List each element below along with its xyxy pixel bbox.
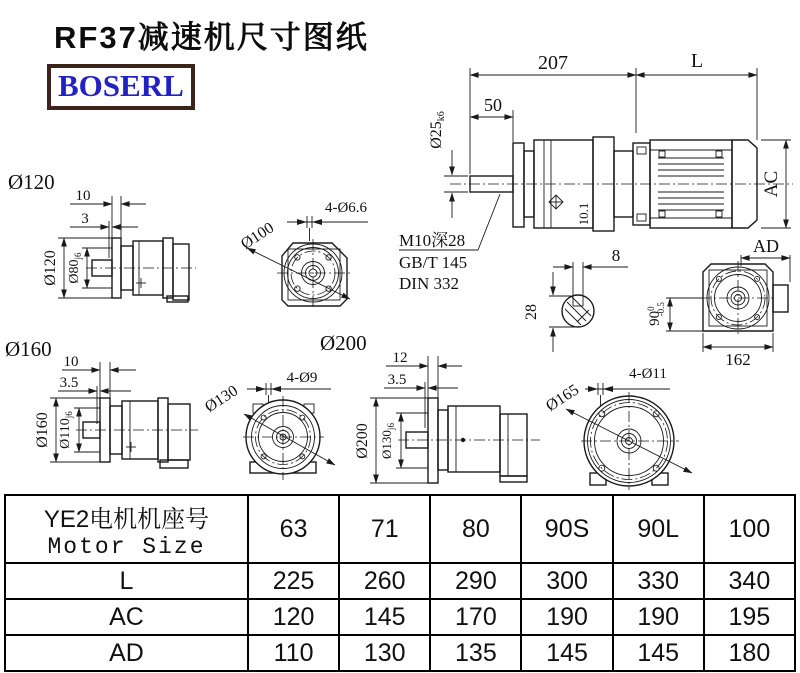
- dim-dia-200: Ø200: [354, 423, 371, 459]
- dim-dia-130: Ø130: [202, 382, 242, 417]
- section-label-160: Ø160: [5, 337, 52, 361]
- header-motor-size-cn: YE2电机机座号: [43, 505, 210, 533]
- dim-dia-100: Ø100: [238, 219, 278, 254]
- table-row-AD: [5, 635, 795, 671]
- cell-AC-100: 195: [704, 599, 795, 635]
- dim-28: 28: [523, 304, 540, 320]
- cell-L-80: 290: [430, 563, 521, 599]
- note-gbt: GB/T 145: [399, 253, 468, 272]
- cell-AD-90l: 145: [613, 635, 704, 671]
- table-row-L: [5, 563, 795, 599]
- dim-10: 10: [63, 354, 79, 370]
- dim-90: $90^0-0.5$: [646, 302, 666, 326]
- dim-L: L: [690, 50, 704, 72]
- dim-holes-11: 4-Ø11: [629, 366, 667, 382]
- dim-dia-120: Ø120: [42, 250, 59, 286]
- size-col-90s: 90S: [521, 495, 612, 563]
- dim-50: 50: [484, 95, 502, 115]
- cell-AD-71: 130: [339, 635, 430, 671]
- dim-3-5: 3.5: [59, 375, 79, 391]
- note-din: DIN 332: [399, 274, 459, 293]
- dim-AD: AD: [753, 236, 779, 256]
- size-col-71: 71: [339, 495, 430, 563]
- dim-10: 10: [75, 188, 91, 204]
- flange-160-side-view: [5, 337, 198, 468]
- dim-shaft-dia: Ø25k6: [428, 111, 447, 149]
- size-col-80: 80: [430, 495, 521, 563]
- flange-130-front-view: [202, 331, 367, 480]
- dim-dia-130j6: $Ø130_{j6}$: [379, 423, 396, 459]
- dim-dia-110: $Ø110_{j6}$: [58, 411, 74, 449]
- note-thread: M10深28: [399, 231, 466, 250]
- cell-AC-80: 170: [430, 599, 521, 635]
- table-header-row: [5, 495, 795, 563]
- ad-end-view: [646, 236, 790, 369]
- row-label-L: L: [5, 563, 248, 599]
- main-side-view: [399, 50, 793, 293]
- cell-L-90s: 300: [521, 563, 612, 599]
- page-title: RF37减速机尺寸图纸: [54, 20, 369, 55]
- shaft-key-section: [523, 246, 628, 352]
- size-col-100: 100: [704, 495, 795, 563]
- cell-L-63: 225: [248, 563, 339, 599]
- dim-dia-80: $Ø80_{j6}$: [67, 252, 83, 284]
- cell-AD-90s: 145: [521, 635, 612, 671]
- dim-AC: AC: [761, 170, 782, 198]
- table-row-AC: [5, 599, 795, 635]
- size-col-63: 63: [248, 495, 339, 563]
- dim-207: 207: [538, 52, 568, 74]
- cell-AC-90s: 190: [521, 599, 612, 635]
- dim-8: 8: [611, 246, 621, 265]
- cell-L-90l: 330: [613, 563, 704, 599]
- brand-logo: BOSERL: [47, 64, 195, 110]
- size-col-90l: 90L: [613, 495, 704, 563]
- cell-AD-80: 135: [430, 635, 521, 671]
- flange-120-side-view: [8, 170, 196, 302]
- header-motor-size-en: Motor Size: [47, 533, 206, 560]
- flange-165-front-view: [543, 366, 692, 490]
- dim-3-5: 3.5: [387, 372, 407, 388]
- cell-AD-100: 180: [704, 635, 795, 671]
- cell-L-71: 260: [339, 563, 430, 599]
- section-label-200: Ø200: [320, 331, 367, 355]
- dim-10-1: 10.1: [576, 202, 591, 226]
- dim-12: 12: [392, 350, 408, 366]
- dim-dia-165: Ø165: [543, 381, 583, 416]
- dim-3: 3: [81, 211, 89, 227]
- section-label-120: Ø120: [8, 170, 55, 194]
- flange-100-front-view: [238, 200, 368, 309]
- dim-162: 162: [725, 350, 751, 369]
- cell-L-100: 340: [704, 563, 795, 599]
- header-motor-size: [5, 495, 248, 563]
- row-label-AD: AD: [5, 635, 248, 671]
- cell-AC-63: 120: [248, 599, 339, 635]
- dim-dia-160: Ø160: [34, 412, 51, 448]
- cell-AC-90l: 190: [613, 599, 704, 635]
- dimension-table: [4, 494, 796, 672]
- dim-holes-66: 4-Ø6.6: [324, 200, 368, 216]
- cell-AD-63: 110: [248, 635, 339, 671]
- flange-200-side-view: [354, 350, 540, 483]
- dim-holes-9: 4-Ø9: [286, 370, 318, 386]
- row-label-AC: AC: [5, 599, 248, 635]
- cell-AC-71: 145: [339, 599, 430, 635]
